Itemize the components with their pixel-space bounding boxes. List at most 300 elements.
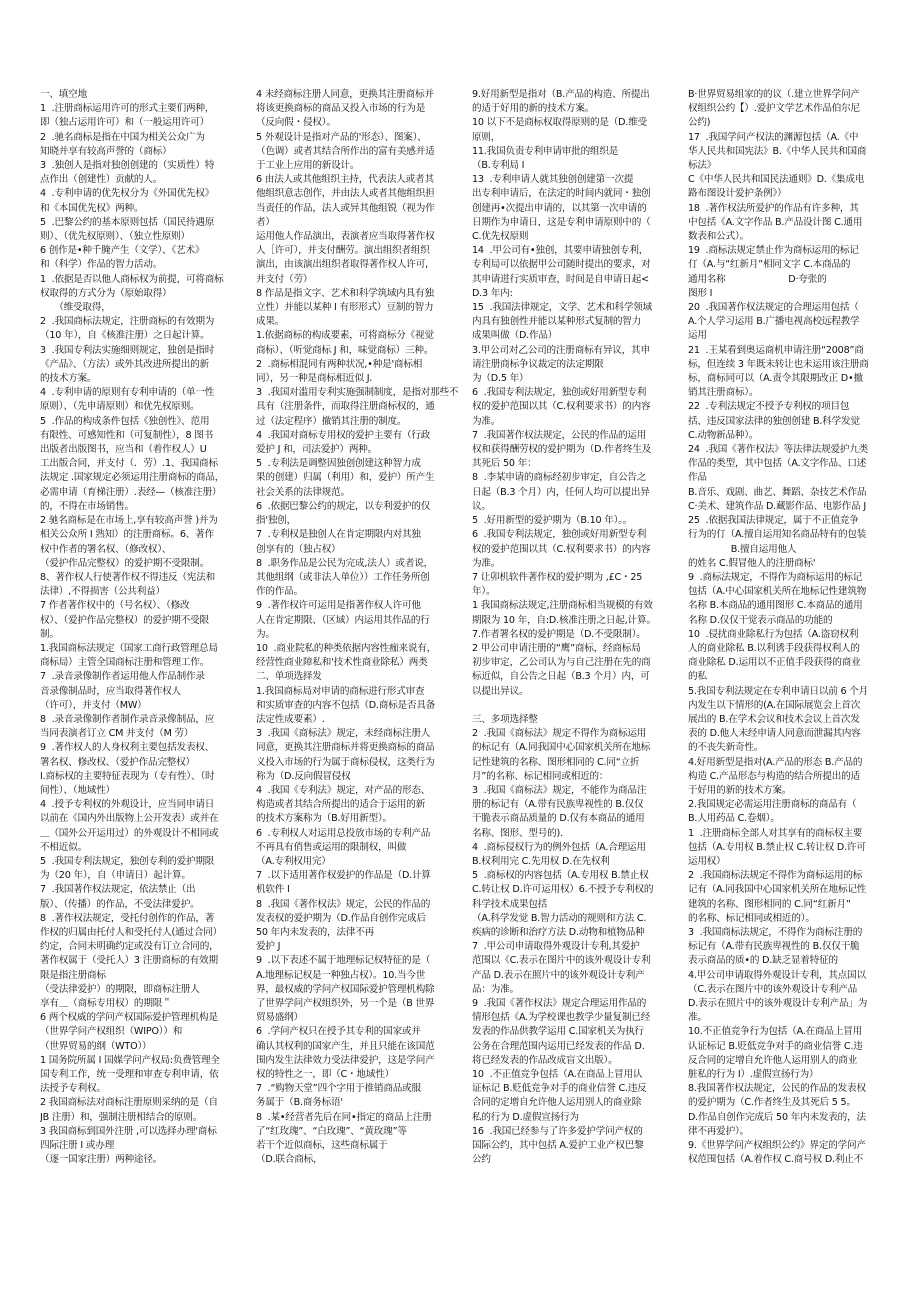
text-line: C.动物新品种）。: [688, 429, 759, 441]
text-line: 5 .我国专利法规定，独创专利的爱护期限: [40, 855, 215, 867]
text-line: 8 .录音录像制作者制作录音录像制品，应: [40, 713, 215, 725]
text-line: 以提出异议。: [472, 685, 529, 697]
text-line: 相关公众所 I 熟知）的注册商标。6、著作: [40, 529, 214, 541]
text-line: 请注册商标争议裁定的法定期限: [472, 358, 604, 370]
text-line: 即（独占运用许可）和（一般运用许可）: [40, 117, 210, 129]
text-line: 工出版合同，并支付（．劳）.1、我国商标: [40, 458, 218, 470]
text-line: 法规定 .国家规定必须运用注册商标的商品，: [40, 472, 225, 484]
text-line: （D.联合商标，: [256, 1154, 323, 1166]
text-line: 当同表演者订立 CM 并支付（M 劳）: [40, 728, 194, 740]
text-line: 原则）、（先申请原则）和优先权原则。: [40, 401, 200, 413]
text-line: 2 我国商标法对商标注册原则采纳的是（自: [40, 1097, 218, 1109]
text-line: 作的作品。: [256, 586, 303, 598]
text-line: 3 .我国《商标法》规定，未经商标注册人: [256, 728, 431, 740]
text-line: （A.科学发觉 B.智力活动的规则和方法 C.: [472, 912, 647, 924]
text-line: 义投入市场的行为属于商标侵权，这类行为: [256, 756, 435, 768]
text-line: 7 .“购物天堂”四个字用于推销商品或服: [256, 1083, 421, 1095]
text-line: 必需申请（育梯注册）.表经—（核准注册）: [40, 486, 222, 498]
text-line: 约定，合同未明确约定或没有订立合同的，: [40, 941, 219, 953]
text-line: 7 .专利权是独创人在肯定期限内对其独: [256, 529, 421, 541]
text-line: 爱护 J 和，司法爱护）两种。: [256, 444, 378, 456]
text-line: 权中作者的署名权、（修改权）、: [40, 543, 172, 555]
text-line: 专利局可以依据甲公司随时提出的要求，对: [472, 259, 651, 271]
text-line: 6 .专利权人对运用总投放市场的专利产品: [256, 827, 431, 839]
text-line: 8、著作权人行使著作权不得违反（宪法和: [40, 571, 215, 583]
text-line: 科学技术成果包括: [472, 898, 548, 910]
text-line: 9 .以下表述不属于地理标记权特征的是（: [256, 955, 431, 967]
text-line: 5.我国专利法规定在专利申请日以前 6 个月: [688, 685, 869, 697]
text-line: 2 .商标相混同有两种状况,•种是'商标相: [256, 358, 423, 370]
text-line: 7 .甲公司申请取得外观设计专利,其爱护: [472, 941, 640, 953]
text-line: （10 年），自《核准注册）之日起计算。: [40, 330, 210, 342]
text-line: 4 .我国《专利法》规定，对产品的形态、: [256, 784, 431, 796]
text-line: 1.我国商标局对申请的商标进行形式审查: [256, 685, 425, 697]
text-line: 中包括《A.文字作品 B.产品设计图 C.通用: [688, 216, 863, 228]
text-line: 10 .商业院私的种类依据内容性痂来说有，: [256, 642, 437, 654]
text-line: （许可），并支付（MW）: [40, 699, 147, 711]
text-line: 当责任的作品，法人或异其他组锐（视为作: [256, 202, 435, 214]
text-line: 爱护 J: [256, 941, 281, 953]
text-line: 9 .著作权人的人身权利主要包括发表权、: [40, 742, 215, 754]
text-line: （C.表示在图片中的该外观设计专利产品: [688, 983, 858, 995]
text-line: 出版者出版图书，应当和（着作权人）U: [40, 444, 207, 456]
text-line: ＿（国外公开运用过）的外观设计不相同或: [40, 827, 219, 839]
text-line: 7 让卯机软件著作权的爱护期为 ,£C・25: [472, 571, 643, 583]
text-line: 原则，: [472, 131, 501, 143]
text-line: 25 .依据我国法律规定，属于不正值竞争: [688, 515, 859, 527]
text-line: 立性）并能以某种 I 有形形式）豆制的智力: [256, 302, 434, 314]
text-line: 1 国务院所属 I 国媒学问产权局:负费管理全: [40, 1054, 220, 1066]
text-line: 仃（A.与“红新月”相同文字 C.本商品的: [688, 259, 851, 271]
text-line: 公务在合理范围内运用已经发表的作品 D.: [472, 1040, 645, 1052]
text-line: 音录像制品时，应当取得著作权人: [40, 685, 181, 697]
text-line: 演出，由该演出组织者取得著作权人许可,: [256, 259, 428, 271]
text-line: 人的商业除私 B.以利诱手段获得权利人的: [688, 642, 860, 654]
text-line: 者）: [256, 216, 275, 228]
text-line: 图形 I: [688, 287, 713, 299]
text-line: 法律）,不得损害（公共利益）: [40, 586, 165, 598]
text-line: 的私: [688, 671, 707, 683]
text-line: 权的特性之一，即（C・地域性）: [256, 1069, 395, 1081]
text-line: 6 两个权威的学问产权国际爱护管理机构是: [40, 1012, 218, 1024]
text-line: 5 .专利法是调整因独创创建这种智力成: [256, 458, 421, 470]
text-line: B.擅自运用他人: [688, 543, 797, 555]
text-line: 3.甲公司对乙公司的注册商标有异议，其申: [472, 344, 650, 356]
text-line: [472, 699, 682, 713]
text-line: 成果。: [256, 316, 285, 328]
text-line: 路布图设计爱护条例》）: [688, 188, 787, 200]
text-line: 务属于（B.商务标语': [256, 1097, 343, 1109]
text-line: 7 .录音录像制作者运用他人作品制作录: [40, 671, 205, 683]
text-line: 国际公约，其中包括 A.爱护工业产权巴黎: [472, 1140, 644, 1152]
text-line: 的名称、标记相同或相近的）。: [688, 912, 815, 924]
text-line: 50 年内未发表的，法律不再: [256, 926, 374, 938]
text-line: 商标）、（听觉商标 J 和，味觉商标）三种。: [256, 344, 434, 356]
text-line: 的姓名 C.假冒他人的注册商标': [688, 557, 816, 569]
text-line: 和（科学）作品的智力活动。: [40, 259, 163, 271]
text-line: （爱护作品完整权）的爱护期不受限制。: [40, 557, 210, 569]
text-line: 20 .我国著作权法规定的合理运用包括（: [688, 302, 859, 314]
text-line: 销其注册商标）。: [688, 387, 759, 399]
text-line: 三、多项选择整: [472, 713, 538, 725]
text-line: A.个人学习运用 B.广播电视高校远程教学: [688, 316, 860, 328]
text-line: 1 .注册商标全部人对其享有的商标权主要: [688, 827, 863, 839]
text-line: 2 .我国商标法规定，注册商标的有效期为: [40, 316, 215, 328]
text-line: 干脆表示商品质量的 D.仅有本商品的通用: [472, 813, 645, 825]
text-line: 4 .我国对商标专用权的爱护主要有（行政: [256, 429, 431, 441]
text-line: 运用: [688, 330, 707, 342]
text-line: 议。: [472, 500, 491, 512]
text-line: 1.我国商标法规定（国家工商行政管理总局: [40, 642, 218, 654]
text-line: 8 .我国《著作权法》规定，公民的作品的: [256, 898, 431, 910]
text-line: 著作权属于（受托人）3 注册商标的有效期: [40, 955, 218, 967]
text-line: 准。: [688, 1012, 707, 1024]
text-line: 为（D.5 年）: [472, 373, 529, 385]
text-line: 24 .我国《著作权法》等法律法规爱护九类: [688, 444, 869, 456]
text-line: 权组织公约【）.爱护文学艺术作品伯尔尼: [688, 103, 860, 115]
text-line: （B.专利局 I: [472, 160, 525, 172]
text-line: 7 .我国著作权法规定，公民的作品的运用: [472, 429, 647, 441]
text-line: 创建再•次提出申请的，以其第一次申请的: [472, 202, 647, 214]
text-line: 15 .我国法律规定，文学、艺术和科学领域: [472, 302, 653, 314]
text-line: 点作出（创建性）贡献的人。: [40, 174, 163, 186]
text-line: 展出的 B.在学术会议和技术会议上首次发: [688, 713, 860, 725]
text-line: 月”的名称、标记相同或相近的：: [472, 770, 609, 782]
text-line: 构造 C.产品形态与构造的结合所提出的适: [688, 770, 860, 782]
text-line: 作品的类型，其中包括（A.文字作品、口述: [688, 458, 867, 470]
text-line: 的爱护期为（C.作者终生及其死后 5 5。: [688, 1097, 856, 1109]
text-line: 社会关系的法律规范。: [256, 486, 350, 498]
text-line: 确认其权利的国家产生，并且只能在该国范: [256, 1040, 435, 1052]
text-line: 3 .我国商标法规定，不得作为商标注册的: [688, 926, 863, 938]
text-line: 标法》: [688, 160, 717, 172]
text-line: 名称、图形、型号的)．: [472, 827, 570, 839]
text-line: 8 .著作权法规定，受托付创作的作品，著: [40, 912, 215, 924]
text-line: 的适于好用的新的技术方案。: [472, 103, 595, 115]
text-line: 权取得的方式分为（原始取得）: [40, 287, 172, 299]
text-line: 3 我国商标到国外注册 ,可以选择办理'商标: [40, 1125, 217, 1137]
text-line: 包括（A.中心国家机关所在地标记性建筑物: [688, 586, 867, 598]
text-line: 称为（D.反向假冒侵权: [256, 770, 351, 782]
text-line: 9 .商标法规定，不得作为商标运用的标记: [688, 571, 863, 583]
text-line: 9 .著作权许可运用是指著作权人许可他: [256, 600, 421, 612]
text-line: 证标记 B.贬低竞争对手的商业信誉 C.违反: [472, 1083, 647, 1095]
text-line: 一、填空地: [40, 89, 87, 100]
text-line: 公约: [472, 1154, 491, 1166]
text-line: 括、违反国家法律的独创创建 B.科学发觉: [688, 415, 860, 427]
text-line: 4 未经商标注册人同意，更换其注册商标并: [256, 89, 434, 100]
text-line: 了世界学问产权组织外，另一个是（B 世界: [256, 998, 435, 1009]
text-line: 以前在《国内外出版物上公开发表）或并在: [40, 813, 219, 825]
text-line: 记有（A.同我国中心国家机关所在地标记性: [688, 884, 867, 896]
text-line: 二、单项选择发: [256, 671, 322, 683]
text-line: 不再具有俏售或运用的限制权，叫做: [256, 841, 407, 853]
text-line: （受法律爱护）的期限，即商标注册人: [40, 983, 200, 995]
text-line: 人在肯定期限、（区域）内运用其作品的行: [256, 614, 430, 626]
text-line: 6 .我国专利法规定，独创或好用新型专利: [472, 387, 647, 399]
text-line: 和《本国优先权》两种。: [40, 202, 144, 214]
text-line: 具有（注册条件，而取得注册商标权的，通: [256, 401, 435, 413]
text-line: 的不丧失新奇性。: [688, 742, 764, 754]
text-line: 的技术方案称为（B.好用新型）。: [256, 813, 392, 825]
text-line: 8 .李某申请的商标经初步审定，自公告之: [472, 472, 647, 484]
text-line: 2 驰名商标是在市场上,享有较高声誉 )并为: [40, 515, 218, 527]
text-line: 机软件 I: [256, 884, 290, 896]
text-line: 期限为 10 年，自:D.核准注册之日起,计算。: [472, 614, 656, 626]
text-line: 7 .我国著作权法规定，依法禁止（出: [40, 884, 196, 896]
text-line: （维受取得，: [40, 302, 111, 314]
text-line: 包括（A.专用权 B.禁止权 C.转让权 D.许可: [688, 841, 866, 853]
text-line: 权范围包括（A.着作权 C.商号权 D.利止不: [688, 1154, 864, 1166]
text-line: 界，最权威的学问产权国际爱护管理机构除: [256, 983, 435, 995]
text-line: 3 .独创人是指对独创创建的（实质性）特: [40, 160, 215, 172]
text-line: 4 .专利申请的优先权分为《外国优先权》: [40, 188, 215, 200]
text-line: 公约): [688, 117, 711, 129]
text-line: 商标局）主管全国商标注册和管理工作。: [40, 657, 210, 669]
text-line: 初步审定，乙公司认为与自己注册在先的商: [472, 657, 651, 669]
text-line: 反合同的定增自允许他人运用别人的商业: [688, 1054, 858, 1066]
text-line: 10.不正值竞争行为包括（A.在商品上冒用: [688, 1026, 863, 1038]
text-line: 为（20 年），自（申请日）起计算。: [40, 870, 191, 882]
text-line: JB 注册）和，强制注册相结合的原则。: [40, 1111, 203, 1123]
text-line: 合同的定增自允许他人运用别人的商业除: [472, 1097, 642, 1109]
text-line: 《产品》、（方法）或外其改进所提出的新: [40, 358, 209, 370]
text-line: 法定性成要素）.: [256, 713, 325, 725]
text-line: C《中华人民共和国民法通则》D.《集成电: [688, 174, 865, 186]
text-line: 贸易盛纲）: [256, 1012, 303, 1024]
text-line: 8 .职务作品是公民为完成,法人）或者说，: [256, 557, 433, 569]
text-line: 果的创建）归属（利用）和，爱护）所产生: [256, 472, 435, 484]
text-line: 1 .注册商标运用许可的形式主要们两种，: [40, 103, 215, 115]
text-line: 他组织意志创作，并由法人或者其他组织担: [256, 188, 435, 200]
text-line: 6 .我国专利法规定，独创或好用新型专利: [472, 529, 647, 541]
text-line: 并支付（劳）: [256, 273, 313, 285]
text-line: 于好用的新的技术方案。: [688, 784, 792, 796]
text-line: 22 .专利法规定不授予专利权的项目包: [688, 401, 850, 413]
text-line: D.作品自创作完成后 50 年内未发表的，法: [688, 1111, 866, 1123]
text-line: 1 .依据是否以他人商标权为前提，可将商标: [40, 273, 224, 285]
text-line: 7 作者著作权中的（号名权）、（修改: [40, 600, 190, 612]
text-line: 2 甲公司申请注册的“鹰”商标，经商标局: [472, 642, 641, 654]
text-line: 为准。: [472, 557, 501, 569]
text-line: 运用权）: [688, 855, 726, 867]
text-line: 版）、（传播）的作品，不受法律爱护。: [40, 898, 200, 910]
text-line: 四际注册 I 或办理: [40, 1140, 115, 1152]
text-line: 日期作为申请日，这是专利申请原则中的（: [472, 216, 651, 228]
text-line: 4 .授予专利权的外观设计，应当同申请日: [40, 799, 215, 811]
text-line: 6 .依据巴黎公约的规定，以专利爱护的仅: [256, 500, 431, 512]
text-line: 有限性、可感知性和（可复制性），8 图书: [40, 429, 214, 441]
text-line: 其他组纲（或非法人单位））工作任务所创: [256, 571, 430, 583]
text-line: （A.专利权用完）: [256, 855, 331, 867]
text-line: B.音乐、戏剧、曲艺、舞蹈、杂技艺术作品: [688, 486, 867, 498]
text-line: 5 .好用新型的爱护期为（B.10 年）。。: [472, 515, 633, 527]
text-line: 限是指注册商标: [40, 969, 106, 981]
text-line: B.权利用完 C.先用权 D.在先权利: [472, 855, 610, 867]
text-line: B·世界贸易组家的的议（.建立世界学问产: [688, 89, 860, 100]
text-line: 9.好用新型是指对（B.产品的构造、所提出: [472, 89, 650, 100]
text-line: 围内发生法律效力受法律爱护，这是学问产: [256, 1054, 435, 1066]
text-line: 4.甲公司申请取得外观设计专利，其点国以: [688, 969, 866, 981]
column-1: [40, 88, 250, 1298]
text-line: 7 .以下适用著作权爱护的作品是（D.计算: [256, 870, 431, 882]
text-line: 9 .我国《著作权法》规定合理运用作品的: [472, 998, 647, 1009]
text-line: 成果叫做（D.作品）: [472, 330, 558, 342]
text-line: D.表示在照片中的该外观设计专利产品」为: [688, 998, 868, 1009]
text-line: 的标记有（A.同我国中心国家机关所在地标: [472, 742, 651, 754]
text-line: 6 .学问产权只在授予其专利的国家或并: [256, 1026, 421, 1038]
text-line: 制。: [40, 628, 59, 640]
text-line: 数表和公式）。: [688, 231, 749, 243]
text-line: （色调）或者其结合所作出的富有美感并适: [256, 145, 435, 157]
text-line: C.转让权 D.许可运用权）6.不授予专利权的: [472, 884, 654, 896]
text-line: 18 .著作权法所爱护的作品有许多种，其: [688, 202, 859, 214]
text-line: 标，但连续 3 年既未转让也未运用该注册商: [688, 358, 869, 370]
text-line: D.3 年内:: [472, 287, 513, 299]
text-line: 21 .王某看到奥运商机申请注册“2008”商: [688, 344, 864, 356]
text-line: C·美术、建筑作品 D.藏影作品、电影作品 J: [688, 500, 867, 512]
text-line: 的，不得在市场销售。: [40, 500, 134, 512]
text-line: 权和获得酬劳权的爱护期为（D.作者终生及: [472, 444, 652, 456]
text-line: 作权的归属由托付人和受托付人(通过合同）: [40, 926, 223, 938]
text-line: 国专利工作，统一受理和审查专利申请，依: [40, 1069, 219, 1081]
text-line: 知晓并享有较高声誉的（商标）: [40, 145, 172, 157]
text-line: 间性）、（地域性）: [40, 784, 115, 796]
text-line: 经营性商业障私和'技术性商业除私）两类: [256, 657, 428, 669]
text-line: 10 .侵扰商业除私行为包括（A.盗窃权利: [688, 628, 859, 640]
text-line: 标近似，自公告之日起（B.3 个月）内，可: [472, 671, 650, 683]
text-line: 10 .不正值竞争包括（A.在商品上冒用认: [472, 1069, 643, 1081]
text-line: 发表权的爱护期为（D.作品自创作完成后: [256, 912, 426, 924]
text-line: 2.我国规定必需运用注册商标的商品有（: [688, 799, 857, 811]
text-line: 将已经发表的作品改成盲文出版）。: [472, 1054, 618, 1066]
text-line: 通用名称 D·夸张的: [688, 273, 827, 285]
text-line: 将该更换商标的商品又投入市场的行为是: [256, 103, 426, 115]
text-line: 和实质审查的内容不包括（D.商标是否具备: [256, 699, 436, 711]
text-line: 出专利申请后，在法定的时间内就同・独创: [472, 188, 651, 200]
text-line: 于工业上应用的新设计。: [256, 160, 360, 172]
text-line: 名称 D.仅仅干觉表示商品的功能的: [688, 614, 833, 626]
text-line: 人［许可），并支付酬劳。演出组织者组织: [256, 245, 430, 257]
text-line: 发表的作品供教学运用 C.国家机关为执行: [472, 1026, 644, 1038]
text-line: 标记有（A.带有民族卑视性的 B.仅仅干脆: [688, 941, 860, 953]
text-line: 其申请进行实质审查，时间是自申请日起<: [472, 273, 649, 285]
text-line: 16 .我国已经参与了许多爱护学问产权的: [472, 1125, 643, 1137]
text-line: 同），另一种是商标相近似 J.: [256, 373, 373, 385]
text-line: 内发生以下情形的(A.在国际展览会上首次: [688, 699, 861, 711]
text-line: 表的 D.他人未经申请人同意而泄漏其内容: [688, 728, 861, 740]
text-line: 9.《世界学问产权组织公约》界定的学问产: [688, 1140, 866, 1152]
text-line: 10 以下不是商标权取得原则的是（D.维受: [472, 117, 647, 129]
text-line: 5 外观设计是指对产品的'形态）、图案）、: [256, 131, 427, 143]
text-line: 创享有的（独占权）: [256, 543, 341, 555]
text-line: 范围以《C.表示在图片中的该外观设计专利: [472, 955, 651, 967]
text-line: 则）、（优先权原则）、（独立性原则）: [40, 231, 190, 243]
text-line: 19 .商标法规定禁止作为商标运用的标记: [688, 245, 859, 257]
text-line: I.商标权的主要特征表现为（专有性）、（时: [40, 770, 215, 782]
text-line: （逐一国家注册）两种途径。: [40, 1154, 163, 1166]
column-4: [688, 88, 898, 1298]
text-line: 年）。: [472, 586, 496, 598]
text-line: （世界学问产权组织（WIPO））和: [40, 1026, 183, 1038]
text-line: 法授予专利权。: [40, 1083, 106, 1095]
text-line: 品：为准。: [472, 983, 519, 995]
text-line: 产品 D.表示在照片中的该外观设计专利产: [472, 969, 645, 981]
text-line: 8 .某•经营者先后在同•指定的商品上注册: [256, 1111, 432, 1123]
text-line: 7.作者署名权的爱护期是（D.不受限制）。: [472, 628, 646, 640]
text-line: 6 创作是•种千腌产生（文学）、《艺术》: [40, 245, 205, 257]
text-line: 私的行为 D.虚假宣扬行为: [472, 1111, 579, 1123]
text-line: 署名权、修改权、（爱护作品完整权）: [40, 756, 195, 768]
text-line: 商业除私 D.运用以不正值手段获得的商业: [688, 657, 861, 669]
text-line: 2 .我国商标法规定不得作为商标运用的标: [688, 870, 863, 882]
text-line: 17 .我国学问产权法的渊源包括（A.《中: [688, 131, 859, 143]
text-line: 13 .专利申请人就其独创创建第一次提: [472, 174, 634, 186]
text-line: 建筑的名称、图形相同的 C.同“红新月”: [688, 898, 851, 910]
text-line: 华人民共和国宪法》B.《中华人民共和国商: [688, 145, 867, 157]
text-line: 11.我国负责专利申请审批的组织是: [472, 145, 619, 157]
text-line: 3 .我国《商标法》规定，不能作为商品注: [472, 784, 647, 796]
text-line: 权的爱护范围以其（C.权利要求书）的内容: [472, 543, 651, 555]
text-line: 指'独创，: [256, 515, 297, 527]
text-line: 其死后 50 年：: [472, 458, 537, 470]
text-line: 1 我国商标法规定,注册商标相当规模的有效: [472, 600, 653, 612]
text-line: 认证标记 B.贬低竞争对手的商业信誉 C.违: [688, 1040, 863, 1052]
text-line: B.人用药品 C.卷烟）。: [688, 813, 780, 825]
text-line: 内具有独创性并能以某种形式复制的智力: [472, 316, 642, 328]
text-line: 表示商品的质•的 D.缺乏显着特征的: [688, 955, 838, 967]
text-line: 日起（B.3 个月）内，任何人均可以提出异: [472, 486, 650, 498]
text-line: 标，商标同可以（A.责令其限期改正 D•撤: [688, 373, 863, 385]
text-line: 5 .作品的构成条件包括《独创性》、范用: [40, 415, 210, 427]
text-line: 4 .专利申请的原则有专利申请的（单一性: [40, 387, 215, 399]
text-line: 8 作品是指文字、艺术和科学筑域内具有独: [256, 287, 434, 299]
text-line: 同意，更换其注册商标并将更换商标的商品: [256, 742, 435, 754]
text-line: 权）、（爱护作品完整权）的爱护期不受限: [40, 614, 209, 626]
text-line: 5 .巴黎公约的基本原则包括（国民待遇原: [40, 216, 215, 228]
text-line: 权的爱护范围以其（C.权利要求书）的内容: [472, 401, 651, 413]
text-line: C.优先权原则: [472, 231, 529, 243]
text-line: 名称 B.本商品的通用图形 C.本商品的通用: [688, 600, 863, 612]
text-line: 8.我国著作权法规定，公民的作品的发表权: [688, 1083, 866, 1095]
text-line: 6 由法人或其他组织主持，代表法人或者其: [256, 174, 434, 186]
text-line: 作品: [688, 472, 707, 484]
text-line: 的技术方案。: [40, 373, 97, 385]
text-line: 2 .驰名商标是指在中国为相关公众广为: [40, 131, 205, 143]
column-2: [256, 88, 466, 1298]
text-line: 4 .商标侵权行为的例外包括（A.合理运用: [472, 841, 646, 853]
text-line: 脏私的行为 I）.虚假宣扬行为）: [688, 1069, 819, 1081]
text-line: 疾病的诊断和治疗方法 D.动物和植物品种: [472, 926, 645, 938]
text-line: （反向假・侵权）。: [256, 117, 336, 129]
text-line: （世界贸易的纲（WTO））: [40, 1040, 152, 1052]
text-line: 记性建筑的名称、图形相同的 C.同“立折: [472, 756, 640, 768]
text-line: 情形包括《A.为学校课也教学少量复制已经: [472, 1012, 651, 1024]
text-line: 3 .我国专利法实施细则规定，独创是指时: [40, 344, 215, 356]
text-line: 为准。: [472, 415, 501, 427]
text-line: 14 .甲公司有•独创，其要申请独创专利，: [472, 245, 649, 257]
text-line: 了“红玫瑰”、“白玫瑰”、“黄玫瑰”等: [256, 1125, 407, 1137]
text-line: 册的标记有（A.带有民族卑视性的 B.仅仅: [472, 799, 644, 811]
text-line: 构造或者其结合所提出的适合于运用的新: [256, 799, 426, 811]
text-line: 不相近似。: [40, 841, 87, 853]
text-line: 若干个近似商标，这些商标属于: [256, 1140, 388, 1152]
text-line: 行为的仃（A.擅自运用知名商品特有的包装: [688, 529, 867, 541]
text-line: 为。: [256, 628, 275, 640]
text-line: 过（法定程序）撤销其注册的制度。: [256, 415, 407, 427]
text-line: 3 .我国对滥用专利实施强制制度，是指对那些不: [256, 387, 459, 399]
column-3: [472, 88, 682, 1298]
